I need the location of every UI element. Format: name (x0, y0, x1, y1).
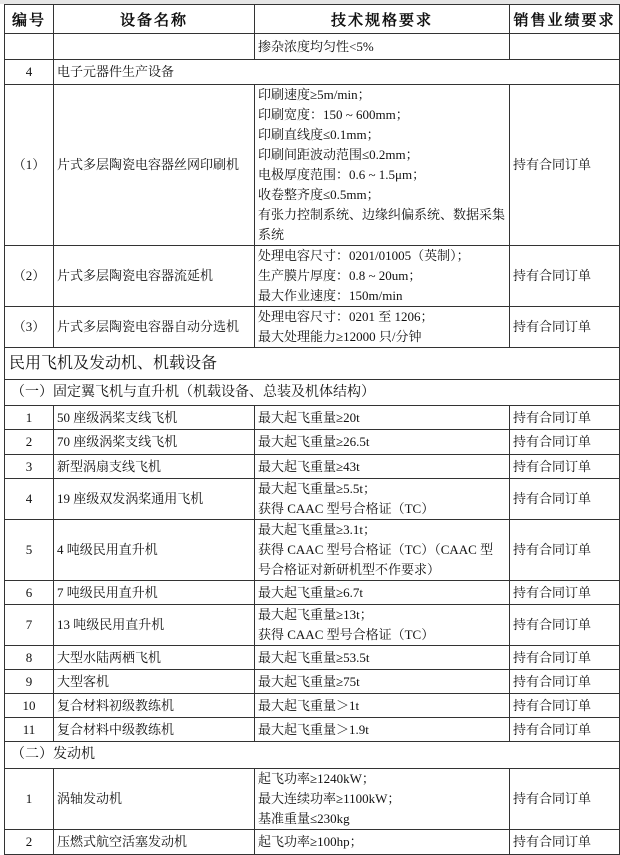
row-number: 7 (5, 605, 54, 646)
spec-line: 最大起飞重量≥20t (258, 409, 360, 425)
spec-line: 起飞功率≥1240kW； (258, 771, 375, 786)
row-number: 1 (5, 406, 54, 430)
row-number: 9 (5, 670, 54, 694)
sales-requirement: 持有合同订单 (510, 246, 620, 307)
spec-cell (255, 246, 510, 307)
header-spec: 技术规格要求 (255, 5, 510, 34)
spec-line: 最大起飞重量≥26.5t (258, 434, 370, 449)
row-number: 4 (5, 60, 54, 85)
equipment-requirements-table (4, 4, 620, 855)
section-heading (5, 348, 620, 380)
equipment-name: 复合材料中级教练机 (54, 718, 255, 742)
spec-line: 获得 CAAC 型号合格证（TC） (258, 627, 435, 642)
spec-line: 最大起飞重量≥75t (258, 673, 360, 689)
sales-requirement: 持有合同订单 (510, 479, 620, 520)
sales-requirement: 持有合同订单 (510, 694, 620, 718)
spec-cell (255, 769, 510, 830)
spec-cell (255, 479, 510, 520)
spec-cell (255, 830, 510, 855)
row-number: （2） (5, 246, 54, 307)
table-row (5, 85, 620, 246)
spec-line: 有张力控制系统、边缘纠偏系统、数据采集系统 (258, 207, 506, 242)
equipment-name: 大型水陆两栖飞机 (54, 646, 255, 670)
sales-requirement: 持有合同订单 (510, 85, 620, 246)
group-title: 电子元器件生产设备 (54, 60, 620, 85)
table-row (5, 455, 620, 479)
equipment-name: 13 吨级民用直升机 (54, 605, 255, 646)
header-no: 编号 (5, 5, 54, 34)
table-row (5, 60, 620, 85)
spec-cell (255, 520, 510, 581)
sales-requirement: 持有合同订单 (510, 455, 620, 479)
spec-cell (255, 581, 510, 605)
sales-requirement: 持有合同订单 (510, 670, 620, 694)
spec-line: 印刷直线度≤0.1mm； (258, 127, 380, 142)
spec-line: 印刷间距波动范围≤0.2mm； (258, 147, 419, 162)
spec-cell (255, 307, 510, 348)
sales-requirement (510, 34, 620, 60)
spec-cell (255, 455, 510, 479)
spec-line: 最大起飞重量≥53.5t (258, 649, 370, 665)
table-row (5, 520, 620, 581)
table-row (5, 479, 620, 520)
spec-cell (255, 605, 510, 646)
equipment-name: 涡轴发动机 (54, 769, 255, 830)
row-number: （3） (5, 307, 54, 348)
row-number: 3 (5, 455, 54, 479)
equipment-name: 片式多层陶瓷电容器自动分选机 (54, 307, 255, 348)
table-row (5, 646, 620, 670)
spec-cell (255, 646, 510, 670)
spec-cell (255, 85, 510, 246)
spec-line: 获得 CAAC 型号合格证（TC） (258, 501, 435, 516)
sales-requirement: 持有合同订单 (510, 646, 620, 670)
spec-cell (255, 406, 510, 430)
spec-line: 最大起飞重量≥3.1t； (258, 522, 376, 537)
equipment-name: 片式多层陶瓷电容器流延机 (54, 246, 255, 307)
table-row (5, 830, 620, 855)
spec-line: 生产膜片厚度：0.8 ~ 20um； (258, 268, 422, 283)
spec-line: 印刷宽度：150 ~ 600mm； (258, 107, 409, 122)
equipment-name: 4 吨级民用直升机 (54, 520, 255, 581)
row-number: （1） (5, 85, 54, 246)
table-row (5, 605, 620, 646)
table-row (5, 769, 620, 830)
equipment-name: 新型涡扇支线飞机 (54, 455, 255, 479)
spec-line: 掺杂浓度均匀性<5% (258, 38, 374, 54)
spec-cell (255, 718, 510, 742)
spec-line: 最大起飞重量≥6.7t (258, 584, 363, 600)
spec-line: 基准重量≤230kg (258, 811, 350, 826)
table-row (5, 307, 620, 348)
sales-requirement: 持有合同订单 (510, 307, 620, 348)
sales-requirement: 持有合同订单 (510, 718, 620, 742)
equipment-name: 片式多层陶瓷电容器丝网印刷机 (54, 85, 255, 246)
spec-line: 起飞功率≥100hp； (258, 834, 363, 849)
spec-cell (255, 670, 510, 694)
sales-requirement: 持有合同订单 (510, 769, 620, 830)
row-number: 2 (5, 830, 54, 855)
spec-line: 处理电容尺寸：0201/01005（英制）； (258, 248, 470, 263)
sales-requirement: 持有合同订单 (510, 581, 620, 605)
spec-cell (255, 34, 510, 60)
spec-line: 最大作业速度：150m/min (258, 288, 403, 303)
row-number: 5 (5, 520, 54, 581)
subsection-heading-text: （二）发动机 (5, 742, 620, 769)
header-name: 设备名称 (54, 5, 255, 34)
equipment-name: 50 座级涡桨支线飞机 (54, 406, 255, 430)
spec-line: 收卷整齐度≤0.5mm； (258, 187, 380, 202)
row-number: 11 (5, 718, 54, 742)
row-number: 8 (5, 646, 54, 670)
row-number: 10 (5, 694, 54, 718)
table-row (5, 718, 620, 742)
spec-line: 最大起飞重量＞1.9t (258, 721, 369, 737)
section-heading-text: 民用飞机及发动机、机载设备 (5, 348, 620, 380)
table-row (5, 670, 620, 694)
sales-requirement: 持有合同订单 (510, 406, 620, 430)
row-number: 6 (5, 581, 54, 605)
table-row (5, 406, 620, 430)
spec-line: 处理电容尺寸：0201 至 1206； (258, 309, 434, 324)
spec-line: 最大起飞重量≥13t； (258, 607, 373, 622)
row-number (5, 34, 54, 60)
spec-line: 最大处理能力≥12000 只/分钟 (258, 329, 422, 344)
spec-line: 最大起飞重量＞1t (258, 697, 360, 713)
spec-line: 印刷速度≥5m/min； (258, 87, 371, 102)
table-header-row (5, 5, 620, 34)
sales-requirement: 持有合同订单 (510, 830, 620, 855)
table-row (5, 246, 620, 307)
equipment-name (54, 34, 255, 60)
equipment-name: 7 吨级民用直升机 (54, 581, 255, 605)
table-row (5, 694, 620, 718)
table-row (5, 34, 620, 60)
subsection-heading (5, 742, 620, 769)
equipment-name: 70 座级涡桨支线飞机 (54, 430, 255, 455)
spec-cell (255, 430, 510, 455)
spec-line: 最大起飞重量≥5.5t； (258, 481, 376, 496)
row-number: 2 (5, 430, 54, 455)
equipment-name: 复合材料初级教练机 (54, 694, 255, 718)
row-number: 4 (5, 479, 54, 520)
spec-cell (255, 694, 510, 718)
table-row (5, 581, 620, 605)
subsection-heading-text: （一）固定翼飞机与直升机（机载设备、总装及机体结构） (5, 380, 620, 406)
spec-line: 最大起飞重量≥43t (258, 458, 360, 474)
subsection-heading (5, 380, 620, 406)
equipment-name: 19 座级双发涡桨通用飞机 (54, 479, 255, 520)
sales-requirement: 持有合同订单 (510, 520, 620, 581)
equipment-name: 大型客机 (54, 670, 255, 694)
sales-requirement: 持有合同订单 (510, 430, 620, 455)
spec-line: 最大连续功率≥1100kW； (258, 791, 401, 806)
row-number: 1 (5, 769, 54, 830)
spec-line: 获得 CAAC 型号合格证（TC）（CAAC 型号合格证对新研机型不作要求） (258, 542, 494, 577)
sales-requirement: 持有合同订单 (510, 605, 620, 646)
header-sales: 销售业绩要求 (510, 5, 620, 34)
table-row (5, 430, 620, 455)
equipment-name: 压燃式航空活塞发动机 (54, 830, 255, 855)
spec-line: 电极厚度范围：0.6 ~ 1.5μm； (258, 167, 426, 182)
